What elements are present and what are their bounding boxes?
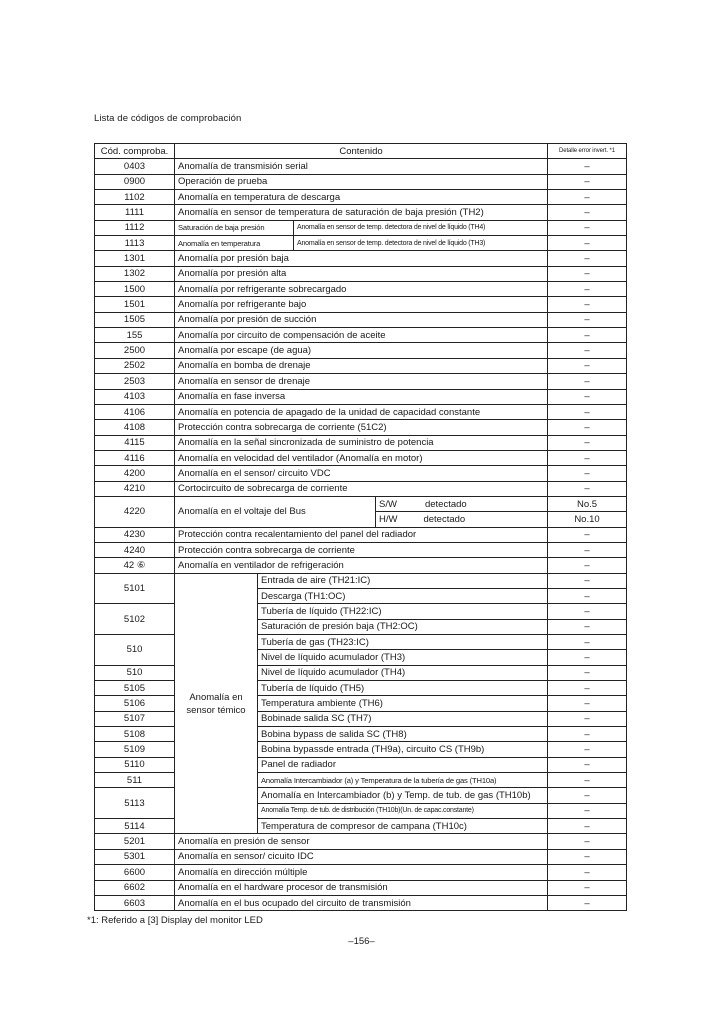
row-code: 4220 <box>95 496 175 527</box>
bus-sub-label: S/W <box>379 498 397 510</box>
row-detail: – <box>548 711 627 726</box>
row-content: Anomalía en temperatura de descarga <box>175 190 548 205</box>
row-detail: – <box>548 773 627 788</box>
row-code: 510 <box>95 665 175 680</box>
row-detail: – <box>548 803 627 818</box>
row-code: 4116 <box>95 450 175 465</box>
row-code: 0403 <box>95 159 175 174</box>
page-number: –156– <box>348 936 375 947</box>
row-code: 4230 <box>95 527 175 542</box>
row-detail: – <box>548 819 627 834</box>
row-detail: – <box>548 466 627 481</box>
row-content: Anomalía en el bus ocupado del circuito de transmisión <box>175 895 548 910</box>
row-detail: – <box>548 696 627 711</box>
table-row <box>95 297 627 312</box>
row-detail: – <box>548 604 627 619</box>
row-content: Operación de prueba <box>175 174 548 189</box>
table-row <box>95 420 627 435</box>
row-detail: – <box>548 834 627 849</box>
table-row <box>95 834 627 849</box>
table-row <box>95 742 627 757</box>
row-code: 5108 <box>95 727 175 742</box>
table-row <box>95 788 627 803</box>
row-content: Protección contra sobrecarga de corriente (51C2) <box>175 420 548 435</box>
sensor-item: Anomalía Intercambiador (a) y Temperatura de la tubería de gas (TH10a) <box>258 773 548 788</box>
sensor-item: Nivel de líquido acumulador (TH3) <box>258 650 548 665</box>
row-code: 4106 <box>95 404 175 419</box>
row-content: Anomalía en potencia de apagado de la unidad de capacidad constante <box>175 404 548 419</box>
row-code: 5110 <box>95 757 175 772</box>
row-content-a: Anomalía en temperatura <box>175 236 294 251</box>
row-detail: – <box>548 159 627 174</box>
table-row <box>95 727 627 742</box>
table-row <box>95 681 627 696</box>
row-content: Anomalía de transmisión serial <box>175 159 548 174</box>
row-code: 1112 <box>95 220 175 235</box>
sensor-item: Saturación de presión baja (TH2:OC) <box>258 619 548 634</box>
row-code: 155 <box>95 328 175 343</box>
sensor-item: Tubería de líquido (TH22:IC) <box>258 604 548 619</box>
row-content: Anomalía en la señal sincronizada de suministro de potencia <box>175 435 548 450</box>
sensor-item: Tubería de gas (TH23:IC) <box>258 635 548 650</box>
table-row <box>95 542 627 557</box>
table-row <box>95 374 627 389</box>
table-row <box>95 312 627 327</box>
table-row <box>95 558 627 573</box>
table-row <box>95 849 627 864</box>
row-content: Anomalía por refrigerante bajo <box>175 297 548 312</box>
row-content: Anomalía en el hardware procesor de transmisión <box>175 880 548 895</box>
row-detail: – <box>548 573 627 588</box>
row-detail: – <box>548 681 627 696</box>
row-detail: – <box>548 558 627 573</box>
row-detail: – <box>548 450 627 465</box>
table-row <box>95 773 627 788</box>
row-detail: – <box>548 297 627 312</box>
row-code: 2503 <box>95 374 175 389</box>
row-detail: – <box>548 757 627 772</box>
row-detail: No.5 <box>548 496 627 511</box>
row-detail: – <box>548 174 627 189</box>
row-code: 4115 <box>95 435 175 450</box>
row-detail: – <box>548 358 627 373</box>
row-detail: – <box>548 788 627 803</box>
footnote: *1: Referido a [3] Display del monitor LED <box>87 915 263 926</box>
row-detail: – <box>548 389 627 404</box>
check-codes-table <box>94 143 627 911</box>
row-detail: – <box>548 343 627 358</box>
row-detail: – <box>548 849 627 864</box>
table-row <box>95 251 627 266</box>
sensor-item: Nivel de líquido acumulador (TH4) <box>258 665 548 680</box>
row-detail: – <box>548 266 627 281</box>
bus-sub-cell <box>376 512 548 527</box>
row-code: 5106 <box>95 696 175 711</box>
table-row <box>95 174 627 189</box>
bus-sub-state: detectado <box>424 498 467 510</box>
row-detail: – <box>548 205 627 220</box>
row-content: Anomalía en presión de sensor <box>175 834 548 849</box>
row-code: 1111 <box>95 205 175 220</box>
table-row <box>95 604 627 619</box>
row-code: 5102 <box>95 604 175 635</box>
row-content: Anomalía por presión alta <box>175 266 548 281</box>
row-detail: – <box>548 481 627 496</box>
row-detail: – <box>548 727 627 742</box>
row-content: Anomalía en el voltaje del Bus <box>175 496 376 527</box>
table-header-row <box>95 144 627 159</box>
row-detail: – <box>548 236 627 251</box>
row-code: 5105 <box>95 681 175 696</box>
table-row <box>95 496 627 511</box>
table-row <box>95 450 627 465</box>
sensor-item: Entrada de aire (TH21:IC) <box>258 573 548 588</box>
row-content: Protección contra sobrecarga de corriente <box>175 542 548 557</box>
table-row <box>95 404 627 419</box>
row-code: 0900 <box>95 174 175 189</box>
row-content: Anomalía en fase inversa <box>175 389 548 404</box>
document-title: Lista de códigos de comprobación <box>94 113 242 124</box>
table-row <box>95 190 627 205</box>
row-code: 5113 <box>95 788 175 819</box>
row-code: 6603 <box>95 895 175 910</box>
row-detail: – <box>548 251 627 266</box>
table-row <box>95 220 627 235</box>
sensor-item: Tubería de líquido (TH5) <box>258 681 548 696</box>
row-detail: – <box>548 312 627 327</box>
sensor-item: Anomalía Temp. de tub. de distribución (TH10b)(Un. de capac.constante) <box>258 803 548 818</box>
row-content: Protección contra recalentamiento del panel del radiador <box>175 527 548 542</box>
sensor-group-label-line2: sensor témico <box>186 704 246 716</box>
row-content: Anomalía por refrigerante sobrecargado <box>175 282 548 297</box>
header-code: Cód. comproba. <box>95 144 175 159</box>
table-row <box>95 266 627 281</box>
row-content: Cortocircuito de sobrecarga de corriente <box>175 481 548 496</box>
row-detail: – <box>548 282 627 297</box>
row-code: 5201 <box>95 834 175 849</box>
sensor-item: Bobina bypassde entrada (TH9a), circuito CS (TH9b) <box>258 742 548 757</box>
table-row <box>95 696 627 711</box>
row-code: 4108 <box>95 420 175 435</box>
table-row <box>95 635 627 650</box>
row-detail: – <box>548 404 627 419</box>
row-detail: – <box>548 635 627 650</box>
row-detail: – <box>548 374 627 389</box>
row-code: 5101 <box>95 573 175 604</box>
sensor-item: Temperatura ambiente (TH6) <box>258 696 548 711</box>
sensor-item: Bobina bypass de salida SC (TH8) <box>258 727 548 742</box>
table-row <box>95 895 627 910</box>
table-row <box>95 665 627 680</box>
row-code: 2500 <box>95 343 175 358</box>
table-row <box>95 435 627 450</box>
row-code: 2502 <box>95 358 175 373</box>
sensor-item: Panel de radiador <box>258 757 548 772</box>
row-detail: – <box>548 190 627 205</box>
row-detail: – <box>548 328 627 343</box>
table-row <box>95 205 627 220</box>
row-code: 5107 <box>95 711 175 726</box>
row-detail: – <box>548 435 627 450</box>
row-content-b: Anomalía en sensor de temp. detectora de nivel de líquido (TH3) <box>294 236 548 251</box>
sensor-item: Anomalía en Intercambiador (b) y Temp. de tub. de gas (TH10b) <box>258 788 548 803</box>
row-detail: – <box>548 895 627 910</box>
bus-sub-label: H/W <box>379 513 398 525</box>
row-detail: – <box>548 742 627 757</box>
row-detail: No.10 <box>548 512 627 527</box>
row-content-a: Saturación de baja presión <box>175 220 294 235</box>
table-row <box>95 481 627 496</box>
sensor-item: Bobinade salida SC (TH7) <box>258 711 548 726</box>
row-content: Anomalía en velocidad del ventilador (Anomalía en motor) <box>175 450 548 465</box>
row-detail: – <box>548 220 627 235</box>
row-content: Anomalía en sensor de temperatura de saturación de baja presión (TH2) <box>175 205 548 220</box>
table-row <box>95 527 627 542</box>
row-detail: – <box>548 650 627 665</box>
table-row <box>95 466 627 481</box>
row-detail: – <box>548 665 627 680</box>
row-code: 5114 <box>95 819 175 834</box>
row-content: Anomalía en el sensor/ circuito VDC <box>175 466 548 481</box>
row-code: 511 <box>95 773 175 788</box>
row-code: 4200 <box>95 466 175 481</box>
row-detail: – <box>548 527 627 542</box>
row-content: Anomalía por presión baja <box>175 251 548 266</box>
row-code: 6600 <box>95 865 175 880</box>
table-row <box>95 358 627 373</box>
table-row <box>95 236 627 251</box>
sensor-item: Temperatura de compresor de campana (TH10c) <box>258 819 548 834</box>
sensor-group-label-line1: Anomalía en <box>189 691 243 703</box>
header-detail: Detalle error invert. *1 <box>548 144 627 159</box>
row-code: 4210 <box>95 481 175 496</box>
bus-sub-state: detectado <box>423 513 466 525</box>
row-code: 42 ⑥ <box>95 558 175 573</box>
table-row <box>95 573 627 588</box>
row-content: Anomalía en dirección múltiple <box>175 865 548 880</box>
row-content: Anomalía en sensor de drenaje <box>175 374 548 389</box>
row-content: Anomalía en bomba de drenaje <box>175 358 548 373</box>
table-row <box>95 389 627 404</box>
table-row <box>95 757 627 772</box>
table-row <box>95 159 627 174</box>
row-code: 1505 <box>95 312 175 327</box>
table-row <box>95 880 627 895</box>
row-code: 1302 <box>95 266 175 281</box>
sensor-group-label <box>175 573 258 834</box>
row-code: 4103 <box>95 389 175 404</box>
row-content: Anomalía por escape (de agua) <box>175 343 548 358</box>
row-code: 1301 <box>95 251 175 266</box>
sensor-item: Descarga (TH1:OC) <box>258 588 548 603</box>
row-code: 5109 <box>95 742 175 757</box>
row-content-b: Anomalía en sensor de temp. detectora de nivel de líquido (TH4) <box>294 220 548 235</box>
table-row <box>95 328 627 343</box>
row-code: 1102 <box>95 190 175 205</box>
row-content: Anomalía en sensor/ cicuito IDC <box>175 849 548 864</box>
row-detail: – <box>548 420 627 435</box>
row-detail: – <box>548 865 627 880</box>
row-detail: – <box>548 880 627 895</box>
table-row <box>95 819 627 834</box>
row-code: 1500 <box>95 282 175 297</box>
row-detail: – <box>548 619 627 634</box>
table-row <box>95 865 627 880</box>
bus-sub-cell <box>376 496 548 511</box>
row-code: 6602 <box>95 880 175 895</box>
row-code: 510 <box>95 635 175 666</box>
row-code: 4240 <box>95 542 175 557</box>
row-content: Anomalía por circuito de compensación de aceite <box>175 328 548 343</box>
row-code: 1113 <box>95 236 175 251</box>
table-row <box>95 282 627 297</box>
header-content: Contenido <box>175 144 548 159</box>
table-row <box>95 343 627 358</box>
table-row <box>95 711 627 726</box>
row-detail: – <box>548 542 627 557</box>
row-detail: – <box>548 588 627 603</box>
row-code: 1501 <box>95 297 175 312</box>
row-code: 5301 <box>95 849 175 864</box>
row-content: Anomalía por presión de succión <box>175 312 548 327</box>
row-content: Anomalía en ventilador de refrigeración <box>175 558 548 573</box>
